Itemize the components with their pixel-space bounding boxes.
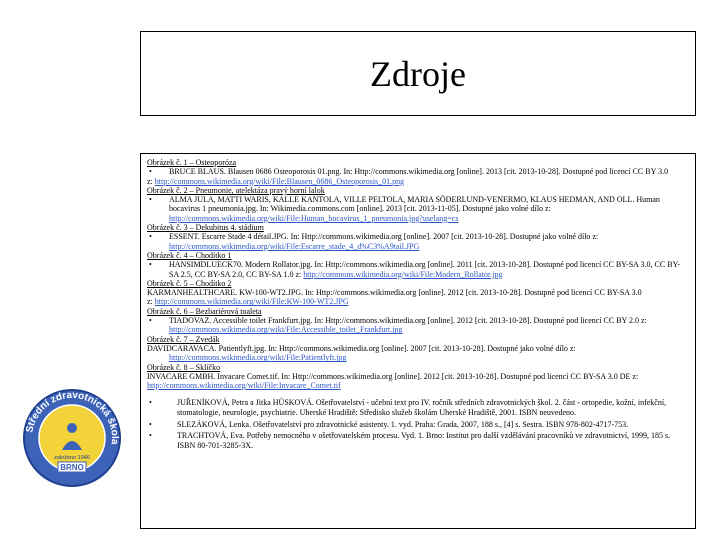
literature-text: JUŘENÍKOVÁ, Petra a Jitka HŮSKOVÁ. Ošetřovatelství - učební text pro IV. ročník středních zdravotnických škol. 2. část - ortopedie, kožní, infekční, stomatologie, neurologie, psychiatrie. Uherské Hradiště: Středisko služeb školám Uherské Hradiště, 2001. ISBN neuvedeno.: [177, 398, 667, 418]
source-link[interactable]: http://commons.wikimedia.org/wiki/File:Human_bocavirus_1_pneumonia.jpg?uselang=cs: [169, 213, 459, 223]
slide-title-box: [140, 31, 696, 116]
source-text: ALMA JULA, MATTI WARIS, KALLE KANTOLA, VILLE PELTOLA, MARIA SÖDERLUND-VENERMO, KLAUS HEDMAN, AND OLL. Human bocavirus 1 pneumonia.jpg. In: Wikimedia.commons.com [online]. 2013 [cit. 2013-11-05]. Dostupné jako volné dílo z:: [169, 195, 660, 214]
literature-text: SLEZÁKOVÁ, Lenka. Ošetřovatelství pro zdravotnické asistenty. 1. vyd. Praha: Grada, 2007, 188 s., [4] s. Sestra. ISBN 978-802-4717-753.: [177, 419, 629, 429]
source-text: DAVIDCARAVACA. Patientlyft.jpg. In: Http://commons.wikimedia.org [online]. 2007 [cit. 2013-10-28]. Dostupné jako volné dílo z:: [147, 343, 576, 353]
slide-title: Zdroje: [370, 53, 466, 94]
source-link[interactable]: http://commons.wikimedia.org/wiki/File:KW-100-WT2.JPG: [154, 297, 349, 307]
school-crest-icon: [22, 388, 122, 488]
source-entry: [147, 177, 687, 186]
source-entry: [147, 344, 687, 353]
source-text: HANSIMDLUECK70. Modern Rollator.jpg. In: Http://commons.wikimedia.org [online]. 2011 [cit. 2013-10-28]. Dostupné pod licencí CC BY-SA 3.0, CC BY-SA 2.5, CC BY-SA 2.0, CC BY-SA 1.0 z:: [169, 260, 681, 279]
bullet-icon: •: [149, 398, 152, 408]
literature-entry: [147, 420, 687, 430]
source-entry: [147, 232, 687, 241]
source-entry: [147, 316, 687, 335]
source-entry: [147, 353, 687, 362]
source-heading: Obrázek č. 5 – Chodítko 2: [147, 278, 232, 288]
source-text: INVACARE GMBH. Invacare Comet.tif. In: Http://commons.wikimedia.org [online]. 2012 [cit. 2013-10-28]. Dostupné pod licencí CC BY-SA 3.0 DE z:: [147, 371, 639, 381]
source-entry: [147, 195, 687, 214]
bullet-icon: •: [149, 431, 152, 441]
source-text: BRUCE BLAUS. Blausen 0686 Osteoporosis 01.png. In: Http://commons.wikimedia.org [online]. 2013 [cit. 2013-10-28]. Dostupné pod licencí CC BY 3.0: [169, 167, 669, 177]
source-entry: [147, 242, 687, 251]
logo-year-text: založeno 1946: [54, 455, 90, 461]
source-text: TIADOVAZ. Accessible toilet Frankfurt.jpg. In: Http://commons.wikimedia.org [online]. 2012 [cit. 2013-10-28]. Dostupné pod licencí CC BY 2.0 z:: [169, 316, 647, 326]
bullet-icon: •: [149, 260, 152, 270]
source-heading: Obrázek č. 3 – Dekubitus 4. stádium: [147, 223, 264, 233]
bullet-icon: •: [149, 232, 152, 242]
literature-entry: [147, 431, 687, 450]
literature-entry: [147, 398, 687, 417]
source-heading: Obrázek č. 8 – Sklíčko: [147, 362, 221, 372]
source-entry: [147, 167, 687, 176]
source-link[interactable]: http://commons.wikimedia.org/wiki/File:Blausen_0686_Osteoporosis_01.png: [154, 176, 405, 186]
bullet-icon: •: [149, 316, 152, 326]
logo-inner-disc: [39, 405, 105, 471]
source-entry: [147, 288, 687, 297]
school-logo: [22, 388, 122, 488]
source-link[interactable]: http://commons.wikimedia.org/wiki/File:Accessible_toilet_Frankfurt.jpg: [169, 325, 403, 335]
source-link[interactable]: http://commons.wikimedia.org/wiki/File:Invacare_Comet.tif: [147, 381, 341, 391]
sources-list: [147, 158, 687, 390]
source-heading: Obrázek č. 6 – Bezbariérová toaleta: [147, 306, 262, 316]
source-text: ESSENT. Escarre Stade 4 détail.JPG. In: Http://commons.wikimedia.org [online]. 2007 [cit. 2013-10-28]. Dostupné jako volné dílo z:: [169, 232, 599, 242]
source-text: KARMANHEALTHCARE. KW-100-WT2.JPG. In: Http://commons.wikimedia.org [online]. 2012 [cit. 2013-10-28]. Dostupné pod licencí CC BY-SA 3.0: [147, 288, 642, 298]
source-entry: [147, 260, 687, 279]
source-text: z:: [147, 297, 155, 307]
source-link[interactable]: http://commons.wikimedia.org/wiki/File:Modern_Rollator.jpg: [303, 269, 503, 279]
source-link[interactable]: http://commons.wikimedia.org/wiki/File:Patientlyft.jpg: [169, 353, 347, 363]
literature-list: [147, 398, 687, 450]
source-heading: Obrázek č. 7 – Zvedák: [147, 334, 220, 344]
logo-city-text: BRNO: [60, 463, 84, 472]
source-entry: [147, 372, 687, 391]
bullet-icon: •: [149, 195, 152, 205]
source-entry: [147, 214, 687, 223]
bullet-icon: •: [149, 419, 152, 429]
logo-ring-text: Střední zdravotnická škola: [24, 389, 121, 445]
source-text: z:: [147, 176, 155, 186]
sources-content-box: [140, 153, 696, 529]
source-link[interactable]: http://commons.wikimedia.org/wiki/File:Escarre_stade_4_d%C3%A9tail.JPG: [169, 241, 420, 251]
source-heading: Obrázek č. 1 – Osteoporóza: [147, 158, 237, 167]
source-heading: Obrázek č. 2 – Pneumonie, atelektáza pravý horní lalok: [147, 185, 325, 195]
literature-text: TRACHTOVÁ, Eva. Potřeby nemocného v ošetřovatelském procesu. Vyd. 1. Brno: Institut pro další vzdělávání pracovníků ve zdravotnictví, 1999, 185 s. ISBN 80-701-3285-3X.: [177, 431, 671, 450]
source-entry: [147, 297, 687, 306]
bullet-icon: •: [149, 167, 152, 177]
source-heading: Obrázek č. 4 – Chodítko 1: [147, 250, 232, 260]
